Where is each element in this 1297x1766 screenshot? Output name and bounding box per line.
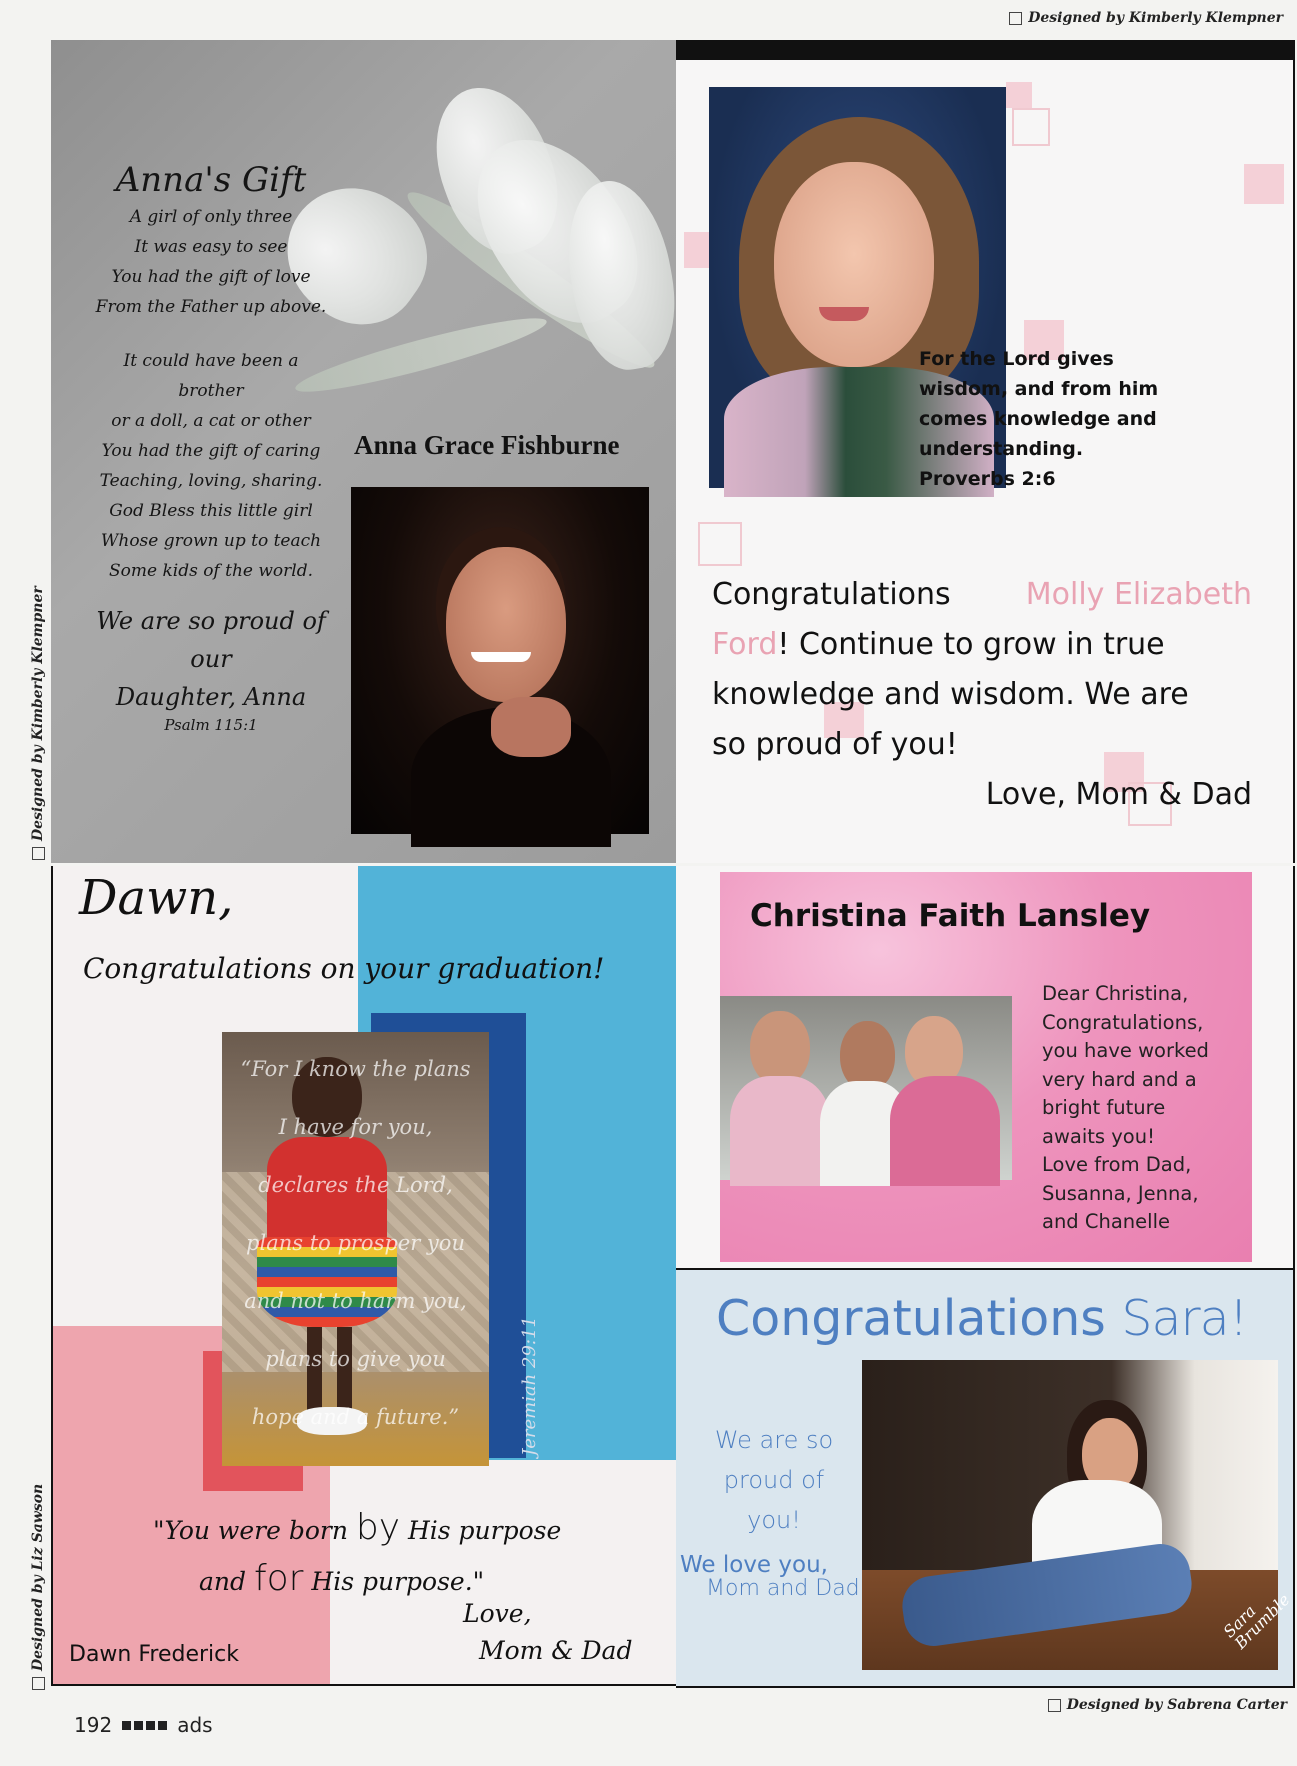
message-line: awaits you! bbox=[1042, 1124, 1155, 1148]
verse-line: plans to prosper you bbox=[246, 1231, 465, 1255]
purpose-quote bbox=[153, 1504, 673, 1606]
sara-portrait-photo bbox=[862, 1360, 1294, 1666]
dawn-name: Dawn Frederick bbox=[69, 1642, 239, 1667]
proud-line: Daughter, Anna bbox=[115, 683, 307, 711]
designer-credit-left-bottom bbox=[30, 1484, 46, 1690]
anna-name: Anna Grace Fishburne bbox=[354, 430, 620, 460]
message-line: and Chanelle bbox=[1042, 1210, 1170, 1233]
quote-emphasis: for bbox=[253, 1558, 304, 1599]
poem-stanza-2 bbox=[91, 346, 331, 586]
credit-text: Designed by Sabrena Carter bbox=[1066, 1697, 1287, 1713]
credit-text: Designed by Kimberly Klempner bbox=[1028, 10, 1283, 26]
psalm-reference: Psalm 115:1 bbox=[164, 716, 258, 734]
proud-line: We are so bbox=[714, 1426, 834, 1454]
love-line: We love you, bbox=[680, 1552, 828, 1578]
neck-shape bbox=[491, 697, 571, 757]
message-line: knowledge and wisdom. We are bbox=[712, 677, 1189, 712]
poem-line: It could have been a brother bbox=[123, 351, 299, 401]
message-line: so proud of you! bbox=[712, 727, 958, 762]
decor-square bbox=[698, 522, 742, 566]
poem-line: You had the gift of caring bbox=[101, 441, 321, 461]
message-line: Love from Dad, bbox=[1042, 1153, 1192, 1176]
poem-title: Anna's Gift bbox=[115, 160, 307, 200]
designer-credit-left-top bbox=[30, 586, 46, 860]
message-line: ! Continue to grow in true bbox=[777, 627, 1165, 662]
face-shape bbox=[750, 1011, 810, 1086]
dawn-heading: Dawn, bbox=[79, 870, 234, 926]
sara-heading bbox=[716, 1290, 1247, 1347]
verse-line: wisdom, and from him bbox=[919, 378, 1159, 400]
poem-line: A girl of only three bbox=[129, 207, 293, 227]
poem-line: From the Father up above. bbox=[95, 297, 327, 317]
dawn-ad-panel bbox=[51, 866, 678, 1686]
checkbox-icon bbox=[32, 847, 45, 860]
quote-emphasis: by bbox=[355, 1507, 401, 1548]
christina-ad-panel bbox=[676, 866, 1295, 1270]
credit-text: Designed by Kimberly Klempner bbox=[30, 586, 46, 841]
decor-square bbox=[1006, 82, 1032, 108]
molly-surname: Ford bbox=[712, 627, 778, 662]
poem-line: Whose grown up to teach bbox=[100, 531, 322, 551]
molly-congrats-message bbox=[712, 570, 1252, 820]
message-line: very hard and a bbox=[1042, 1067, 1197, 1091]
designer-credit-bottom bbox=[1048, 1697, 1287, 1713]
decor-square bbox=[684, 232, 710, 268]
from-text: Mom & Dad bbox=[479, 1636, 633, 1665]
decor-square bbox=[1244, 164, 1284, 204]
face-shape bbox=[446, 547, 566, 702]
smile-shape bbox=[471, 652, 531, 662]
signoff: Love, Mom & Dad bbox=[985, 777, 1252, 812]
face-shape bbox=[774, 162, 934, 367]
proud-line: proud of you! bbox=[723, 1466, 825, 1534]
verse-line: I have for you, bbox=[278, 1115, 433, 1139]
verse-line: “For I know the plans bbox=[240, 1057, 471, 1081]
message-line: bright future bbox=[1042, 1096, 1166, 1119]
page-number: 192 bbox=[74, 1713, 113, 1737]
anna-portrait-photo bbox=[351, 487, 649, 834]
page-footer bbox=[74, 1713, 213, 1737]
verse-line: hope and a future.” bbox=[251, 1405, 460, 1429]
designer-credit-top bbox=[1009, 10, 1283, 26]
signature-text: Sara Brumble bbox=[1219, 1589, 1294, 1653]
verse-line: plans to give you bbox=[265, 1347, 446, 1371]
molly-name: Molly Elizabeth bbox=[1025, 577, 1252, 612]
verse-line: declares the Lord, bbox=[258, 1173, 453, 1197]
verse-line: Proverbs 2:6 bbox=[919, 468, 1056, 490]
verse-line: For the Lord gives bbox=[919, 348, 1114, 370]
poem-line: Teaching, loving, sharing. bbox=[99, 471, 323, 491]
quote-text: His purpose." bbox=[303, 1567, 485, 1596]
decor-square bbox=[1012, 108, 1050, 146]
jeremiah-verse-overlay bbox=[228, 1040, 483, 1446]
quote-text: "You were born bbox=[153, 1516, 356, 1545]
checkbox-icon bbox=[1009, 12, 1022, 25]
dawn-child-photo bbox=[222, 1032, 489, 1466]
checkbox-icon bbox=[32, 1677, 45, 1690]
christina-group-photo bbox=[720, 996, 1012, 1180]
message-line: Susanna, Jenna, bbox=[1042, 1181, 1199, 1205]
quote-text: and bbox=[199, 1567, 254, 1596]
verse-line: comes knowledge and bbox=[919, 408, 1157, 430]
love-line: Mom and Dad bbox=[706, 1576, 860, 1601]
top-bar bbox=[676, 40, 1293, 60]
verse-line: understanding. bbox=[919, 438, 1084, 460]
poem-line: You had the gift of love bbox=[111, 267, 311, 287]
checkbox-icon bbox=[1048, 1699, 1061, 1712]
credit-text: Designed by Liz Sawson bbox=[30, 1483, 46, 1671]
christina-message bbox=[1042, 980, 1209, 1237]
love-text: Love, bbox=[463, 1599, 532, 1628]
poem-line: It was easy to see bbox=[134, 237, 288, 257]
sara-ad-panel bbox=[676, 1268, 1295, 1688]
proud-message bbox=[694, 1420, 854, 1540]
christina-name: Christina Faith Lansley bbox=[750, 898, 1151, 934]
poem-line: Some kids of the world. bbox=[108, 561, 314, 581]
proud-line: We are so proud of our bbox=[96, 607, 326, 673]
anna-poem bbox=[91, 160, 331, 734]
proverbs-verse bbox=[919, 344, 1158, 494]
molly-ad-panel bbox=[676, 40, 1295, 863]
message-line: Dear Christina, bbox=[1042, 982, 1189, 1005]
sara-name: Sara! bbox=[1121, 1290, 1248, 1347]
proud-message bbox=[91, 602, 331, 716]
shirt-shape bbox=[890, 1076, 1000, 1186]
smile-shape bbox=[819, 307, 869, 321]
poem-stanza-1 bbox=[91, 202, 331, 322]
poem-line: or a doll, a cat or other bbox=[111, 411, 311, 431]
section-name: ads bbox=[177, 1713, 213, 1737]
bullet-squares-icon bbox=[122, 1721, 167, 1730]
verse-line: and not to harm you, bbox=[244, 1289, 467, 1313]
congrats-word: Congratulations bbox=[712, 577, 951, 612]
poem-line: God Bless this little girl bbox=[109, 501, 313, 521]
shirt-shape bbox=[730, 1076, 830, 1186]
message-line: you have worked bbox=[1042, 1039, 1209, 1062]
dawn-subheading: Congratulations on your graduation! bbox=[83, 952, 605, 985]
verse-reference: Jeremiah 29:11 bbox=[519, 1316, 540, 1456]
quote-text: His purpose bbox=[400, 1516, 562, 1545]
message-line: Congratulations, bbox=[1042, 1010, 1204, 1034]
congrats-word: Congratulations bbox=[716, 1290, 1122, 1347]
